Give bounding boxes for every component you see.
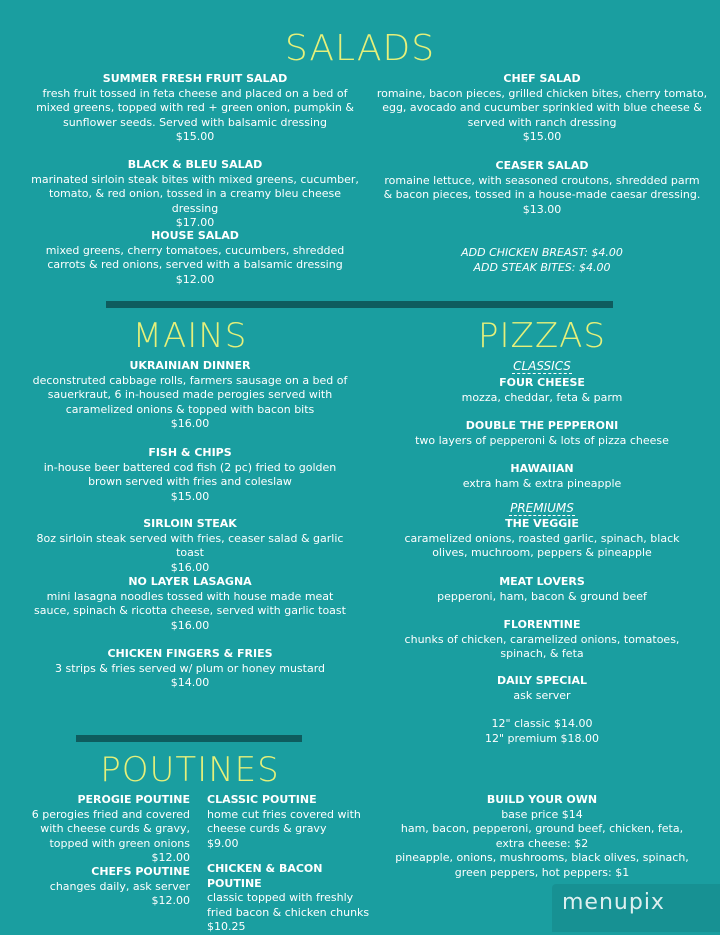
divider-bottom [76, 735, 302, 742]
menupix-watermark [552, 884, 720, 932]
item-name: FOUR CHEESE [499, 376, 585, 389]
salad-item [30, 229, 360, 287]
item-price: $12.00 [175, 272, 215, 286]
divider-top [106, 301, 613, 308]
watermark-logo: menupix [562, 890, 665, 915]
item-desc: fresh fruit tossed in feta cheese and placed on a bed of mixed greens, topped with red + green onion, pumpkin & sunflower seeds. Served with balsamic dressing [36, 86, 354, 129]
build-your-own [392, 793, 692, 880]
item-price: $15.00 [175, 130, 215, 143]
item-desc: mixed greens, cherry tomatoes, cucumbers, shredded carrots & red onions, served with a balsamic dressing [45, 243, 345, 271]
item-name: CHICKEN FINGERS & FRIES [107, 647, 273, 660]
item-price: $15.00 [170, 489, 210, 503]
item-name: CHICKEN & BACON POUTINE [207, 862, 323, 890]
item-name: FLORENTINE [503, 618, 581, 631]
pizzas-title: PIZZAS [478, 316, 606, 356]
pizza-item [392, 618, 692, 662]
item-desc: pepperoni, ham, bacon & ground beef [437, 589, 647, 603]
item-price: $17.00 [175, 216, 215, 229]
build-line: base price $14 [501, 807, 583, 821]
item-price: $9.00 [207, 836, 239, 850]
salad-addons [382, 246, 702, 275]
item-name: SIRLOIN STEAK [143, 517, 237, 530]
item-name: BLACK & BLEU SALAD [127, 158, 263, 171]
addon-chicken: ADD CHICKEN BREAST: $4.00 [461, 246, 623, 259]
price-classic: 12" classic $14.00 [491, 717, 593, 730]
item-name: HOUSE SALAD [151, 229, 239, 242]
item-desc: in-house beer battered cod fish (2 pc) fried to golden brown served with fries and coleslaw [43, 460, 337, 488]
salad-item [382, 159, 702, 217]
item-desc: marinated sirloin steak bites with mixed greens, cucumber, tomato, & red onion, tossed in a creamy bleu cheese dressing [31, 172, 359, 215]
mains-item [30, 517, 350, 575]
item-name: CHEF SALAD [503, 72, 581, 85]
item-desc: 6 perogies fried and covered with cheese curds & gravy, topped with green onions $12.00 [31, 807, 190, 864]
item-price: $13.00 [522, 202, 562, 216]
item-desc: caramelized onions, roasted garlic, spinach, black olives, muchroom, peppers & pineapple [404, 531, 680, 559]
mains-title: MAINS [132, 316, 248, 356]
item-desc: changes daily, ask server [49, 879, 190, 893]
item-desc: two layers of pepperoni & lots of pizza cheese [415, 433, 669, 447]
addon-steak: ADD STEAK BITES: $4.00 [473, 260, 611, 274]
mains-item [30, 446, 350, 504]
pizza-item [392, 575, 692, 604]
pizza-item [392, 419, 692, 448]
pizza-item [392, 674, 692, 703]
item-name: CEASER SALAD [495, 159, 589, 172]
poutine-item [207, 862, 377, 935]
mains-item [30, 575, 350, 633]
item-price: $12.00 [151, 894, 190, 907]
item-price: $16.00 [170, 417, 210, 430]
salad-item [372, 72, 712, 145]
item-price: $16.00 [170, 618, 210, 632]
salads-title: SALADS [284, 28, 436, 69]
build-line: green peppers, hot peppers: $1 [454, 865, 630, 879]
item-name: CLASSIC POUTINE [207, 793, 317, 806]
classics-label-text: CLASSICS [513, 359, 571, 373]
pizza-item [392, 376, 692, 405]
poutines-title: POUTINES [100, 750, 280, 790]
item-name: THE VEGGIE [505, 517, 579, 530]
price-premium: 12" premium $18.00 [484, 731, 600, 745]
item-desc: 3 strips & fries served w/ plum or honey mustard [54, 661, 326, 675]
item-desc: ask server [513, 688, 571, 702]
build-line: pineapple, onions, mushrooms, black olives, spinach, [395, 851, 689, 864]
poutine-item [10, 793, 190, 866]
premiums-label [392, 501, 692, 515]
poutine-item [207, 793, 377, 851]
item-desc: mozza, cheddar, feta & parm [461, 390, 623, 404]
item-name: NO LAYER LASAGNA [128, 575, 252, 588]
item-desc: deconstruted cabbage rolls, farmers sausage on a bed of sauerkraut, 6 in-housed made perogies served with caramelized onions & topped with bacon bits [32, 373, 348, 416]
item-name: DAILY SPECIAL [496, 674, 587, 687]
premiums-label-text: PREMIUMS [510, 501, 574, 515]
pizza-item [392, 462, 692, 491]
mains-item [30, 647, 350, 691]
salad-item [30, 158, 360, 231]
item-name: CHEFS POUTINE [91, 865, 190, 878]
item-desc: mini lasagna noodles tossed with house made meat sauce, spinach & ricotta cheese, served with garlic toast [34, 589, 346, 617]
build-line: extra cheese: $2 [495, 836, 589, 850]
item-name: MEAT LOVERS [499, 575, 585, 588]
build-line: ham, bacon, pepperoni, ground beef, chicken, feta, [400, 822, 684, 835]
item-name: SUMMER FRESH FRUIT SALAD [102, 72, 288, 85]
item-desc: romaine, bacon pieces, grilled chicken bites, cherry tomato, egg, avocado and cucumber sprinkled with blue cheese & served with ranch dressing [376, 86, 708, 129]
item-price: $14.00 [170, 676, 210, 689]
salad-item [30, 72, 360, 145]
item-name: HAWAIIAN [510, 462, 574, 475]
item-price: $15.00 [522, 130, 562, 143]
item-desc: home cut fries covered with cheese curds & gravy [207, 807, 361, 835]
mains-item [30, 359, 350, 432]
item-name: UKRAINIAN DINNER [129, 359, 251, 372]
item-name: BUILD YOUR OWN [486, 793, 598, 806]
pizza-prices [392, 717, 692, 746]
item-desc: chunks of chicken, caramelized onions, tomatoes, spinach, & feta [404, 632, 680, 660]
item-desc: classic topped with freshly fried bacon & chicken chunks $10.25 [207, 891, 370, 933]
item-name: FISH & CHIPS [148, 446, 232, 459]
item-desc: 8oz sirloin steak served with fries, ceaser salad & garlic toast [36, 531, 344, 559]
item-name: PEROGIE POUTINE [77, 793, 190, 806]
classics-label [392, 359, 692, 373]
item-desc: romaine lettuce, with seasoned croutons, shredded parm & bacon pieces, tossed in a house-made caesar dressing. [383, 173, 701, 201]
item-desc: extra ham & extra pineapple [462, 476, 622, 490]
item-name: DOUBLE THE PEPPERONI [465, 419, 619, 432]
pizza-item [392, 517, 692, 561]
item-price: $16.00 [170, 560, 210, 574]
poutine-item [10, 865, 190, 909]
